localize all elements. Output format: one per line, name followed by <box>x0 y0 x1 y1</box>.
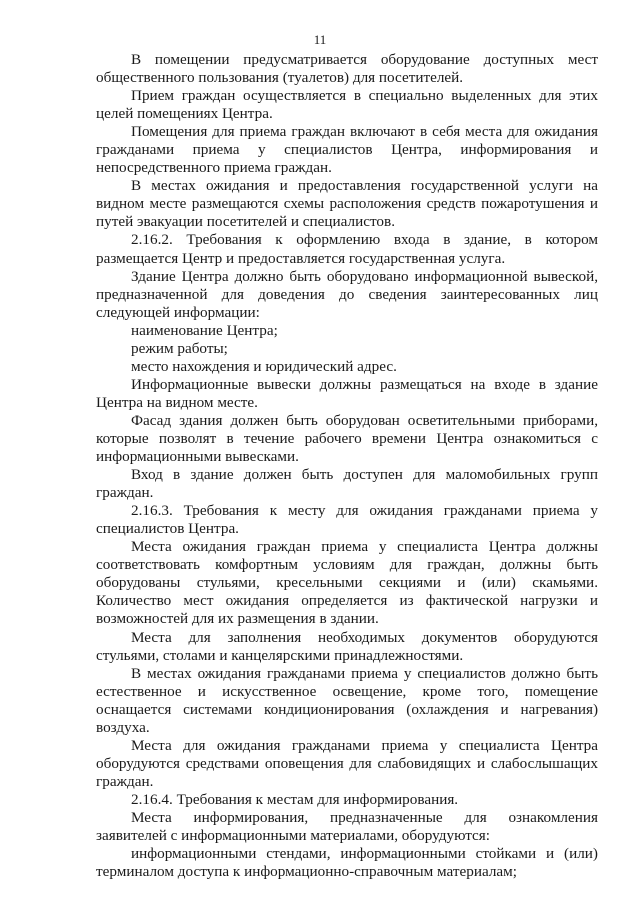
paragraph: В местах ожидания гражданами приема у специалистов должно быть естественное и искусственное освещение, кроме того, помещение оснащается системами кондиционирования (охлаждения и нагревания) воздуха. <box>96 664 598 736</box>
paragraph: Помещения для приема граждан включают в себя места для ожидания гражданами приема у специалистов Центра, информирования и непосредственного приема граждан. <box>96 123 598 177</box>
paragraph: Места для ожидания гражданами приема у специалиста Центра оборудуются средствами оповещения для слабовидящих и слабослышащих граждан. <box>96 736 598 790</box>
list-item: место нахождения и юридический адрес. <box>131 357 397 375</box>
paragraph: Информационные вывески должны размещаться на входе в здание Центра на видном месте. <box>96 375 598 411</box>
list-item: режим работы; <box>131 339 228 357</box>
paragraph: Прием граждан осуществляется в специально выделенных для этих целей помещениях Центра. <box>96 87 598 123</box>
paragraph: Вход в здание должен быть доступен для маломобильных групп граждан. <box>96 466 598 502</box>
paragraph: Фасад здания должен быть оборудован осветительными приборами, которые позволят в течение рабочего времени Центра ознакомиться с информационными вывесками. <box>96 411 598 466</box>
document-body <box>96 51 598 881</box>
section-heading: 2.16.2. Требования к оформлению входа в здание, в котором размещается Центр и предоставляется государственная услуга. <box>96 231 598 267</box>
list-item: наименование Центра; <box>131 321 278 339</box>
section-heading: 2.16.3. Требования к месту для ожидания гражданами приема у специалистов Центра. <box>96 502 598 538</box>
paragraph: Места информирования, предназначенные для ознакомления заявителей с информационными материалами, оборудуются: <box>96 808 598 845</box>
section-heading: 2.16.4. Требования к местам для информирования. <box>131 790 459 808</box>
page-number: 11 <box>313 32 327 47</box>
paragraph: Места для заполнения необходимых документов оборудуются стульями, столами и канцелярскими принадлежностями. <box>96 628 598 664</box>
paragraph: В помещении предусматривается оборудование доступных мест общественного пользования (туалетов) для посетителей. <box>96 51 598 87</box>
paragraph: Места ожидания граждан приема у специалиста Центра должны соответствовать комфортным условиям для граждан, должны быть оборудованы стульями, кресельными секциями и (или) скамьями. Количество мест ожидания определяется из фактической нагрузки и возможностей для их размещения в здании. <box>96 538 598 628</box>
list-item: информационными стендами, информационными стойками и (или) терминалом доступа к информационно-справочным материалам; <box>96 845 598 881</box>
paragraph: В местах ожидания и предоставления государственной услуги на видном месте размещаются схемы расположения средств пожаротушения и путей эвакуации посетителей и специалистов. <box>96 177 598 231</box>
paragraph: Здание Центра должно быть оборудовано информационной вывеской, предназначенной для доведения до сведения заинтересованных лиц следующей информации: <box>96 267 598 321</box>
